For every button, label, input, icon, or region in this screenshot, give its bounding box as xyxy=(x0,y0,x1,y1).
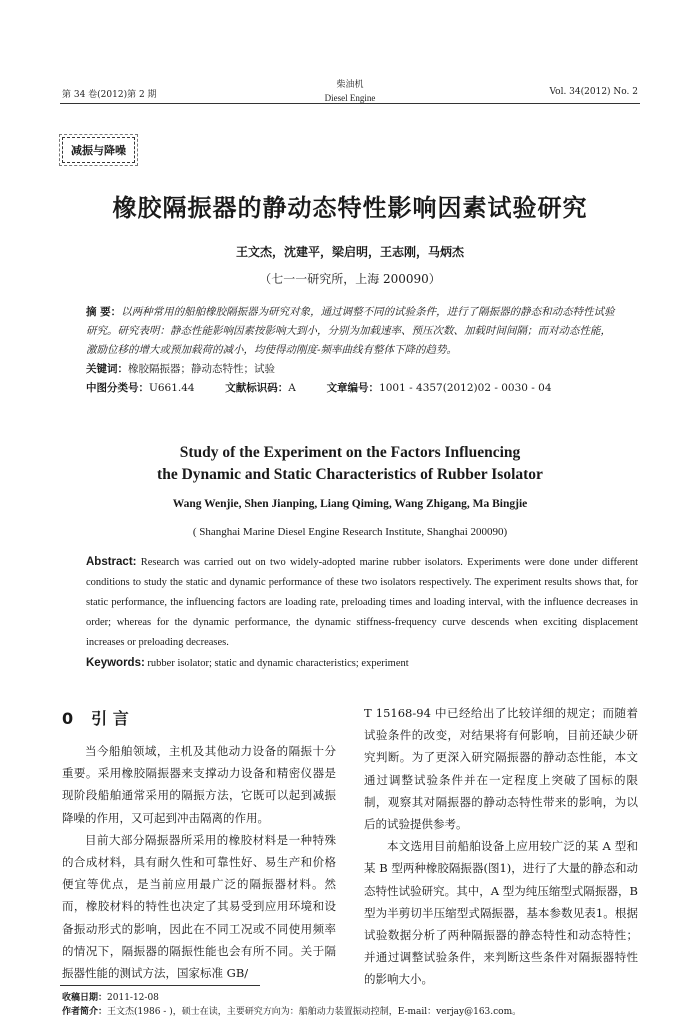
abstract-en-label: Abstract: xyxy=(86,556,137,568)
body-paragraph: 目前大部分隔振器所采用的橡胶材料是一种特殊的合成材料，具有耐久性和可靠性好、易生产和价格便宜等优点，是当前应用最广泛的隔振器材料。然而，橡胶材料的特性也决定了其易受到应用环境和设备振动形式的影响，因此在不同工况或不同使用频率的情况下，隔振器的隔振性能也会有所不同。关于隔振器性能的测试方法，国家标准 GB/ xyxy=(62,832,336,981)
footnote-received xyxy=(62,990,159,1003)
authors-en: Wang Wenjie, Shen Jianping, Liang Qiming, Wang Zhigang, Ma Bingjie xyxy=(172,498,528,510)
abstract-cn-text: 以两种常用的船舶橡胶隔振器为研究对象，通过调整不同的试验条件，进行了隔振器的静态和动态特性试验研究。研究表明：静态性能影响因素按影响大到小，分别为加载速率、预压次数、加载时间间隔；而对动态性能，激励位移的增大或预加载荷的减小，均使得动刚度-频率曲线有整体下降的趋势。 xyxy=(86,306,615,356)
clc-value: U661.44 xyxy=(149,382,195,394)
doc-code-value: A xyxy=(288,382,296,394)
paper-title-cn: 橡胶隔振器的静动态特性影响因素试验研究 xyxy=(112,194,588,222)
keywords-cn-label: 关键词： xyxy=(86,363,128,375)
body-left-column xyxy=(62,740,336,984)
paper-title-en-line1: Study of the Experiment on the Factors Influencing xyxy=(179,444,521,461)
affiliation-cn: （七一一研究所，上海 200090） xyxy=(259,272,441,286)
body-paragraph: 本文选用目前船舶设备上应用较广泛的某 A 型和某 B 型两种橡胶隔振器(图1)，进行了大量的静态和动态特性试验研究。其中，A 型为纯压缩型式隔振器，B 型为半剪切半压缩型式隔振器，基本参数见表1。根据试验数据分析了两种隔振器的静态特性和动态特性；并通过调整试验条件，来判断这些条件对隔振器特性的影响大小。 xyxy=(364,839,638,987)
header-rule xyxy=(60,103,640,104)
section-title: 引 言 xyxy=(91,709,129,728)
authors-cn: 王文杰，沈建平，梁启明，王志刚，马炳杰 xyxy=(235,245,464,259)
keywords-en-label: Keywords: xyxy=(86,657,145,669)
clc-label: 中图分类号： xyxy=(86,382,149,394)
footnote-rule xyxy=(60,985,260,986)
author-bio-label: 作者简介： xyxy=(62,1007,108,1017)
journal-name-cn: 柴油机 xyxy=(336,80,364,90)
received-value: 2011-12-08 xyxy=(107,993,159,1003)
paper-title-en-line2: the Dynamic and Static Characteristics of Rubber Isolator xyxy=(157,466,543,483)
keywords-en-text: rubber isolator; static and dynamic characteristics; experiment xyxy=(147,658,409,669)
section-tag: 减振与降噪 xyxy=(62,137,135,163)
abstract-cn-label: 摘 要： xyxy=(86,306,122,318)
journal-name-en: Diesel Engine xyxy=(324,93,376,103)
running-header-journal xyxy=(300,79,400,105)
abstract-cn xyxy=(86,303,616,398)
affiliation-en: ( Shanghai Marine Diesel Engine Research Institute, Shanghai 200090) xyxy=(192,526,508,538)
running-header-right: Vol. 34(2012) No. 2 xyxy=(549,87,638,97)
abstract-en xyxy=(86,552,638,674)
classification-line xyxy=(86,379,616,398)
footnote-author xyxy=(62,1004,521,1017)
body-right-column xyxy=(364,702,638,991)
doc-code-label: 文献标识码： xyxy=(225,382,289,394)
abstract-en-text: Research was carried out on two widely-adopted marine rubber isolators. Experiments were done under different conditions to study the static and dynamic performance of these two isolators respectively. The experiment results shows that, for static performance, the influencing factors are loading rate, preloading times and loading interval, with the influence decreases in order; whereas for the dynamic performance, the dynamic stiffness-frequency curve descends when exciting displacement increases or preloading decreases. xyxy=(86,557,639,648)
section-number: 0 xyxy=(62,709,74,728)
keywords-cn-text: 橡胶隔振器；静动态特性；试验 xyxy=(128,363,275,375)
received-label: 收稿日期： xyxy=(62,993,108,1003)
running-header-left: 第 34 卷(2012)第 2 期 xyxy=(62,90,157,100)
author-bio-value: 王文杰(1986 - )，硕士在读，主要研究方向为：船舶动力装置振动控制，E-mail：verjay@163.com。 xyxy=(107,1007,522,1017)
article-no-label: 文章编号： xyxy=(326,382,380,394)
paper-title-en xyxy=(60,442,640,486)
article-no-value: 1001 - 4357(2012)02 - 0030 - 04 xyxy=(379,382,552,394)
section-heading-introduction xyxy=(62,706,147,729)
body-paragraph: 当今船舶领域，主机及其他动力设备的隔振十分重要。采用橡胶隔振器来支撑动力设备和精密仪器是现阶段船舶通常采用的隔振方法，它既可以起到减振降噪的作用，又可起到冲击隔离的作用。 xyxy=(62,744,336,825)
body-paragraph: T 15168-94 中已经给出了比较详细的规定；而随着试验条件的改变，对结果将有何影响，目前还缺少研究判断。为了更深入研究隔振器的静动态性能，本文通过调整试验条件并在一定程度上突破了国标的限制，观察其对隔振器的静动态特性带来的影响，为以后的试验提供参考。 xyxy=(364,706,638,832)
